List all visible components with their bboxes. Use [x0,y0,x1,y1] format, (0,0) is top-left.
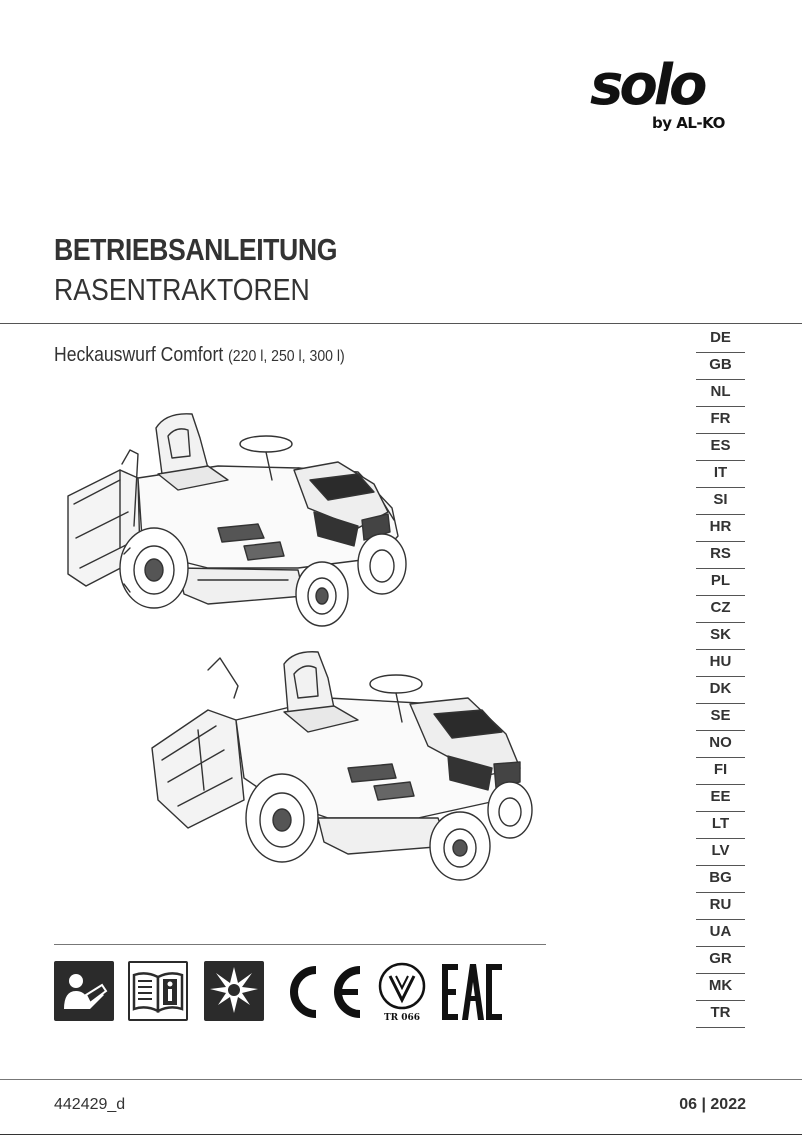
top-divider [0,323,802,324]
language-code-hu: HU [696,650,745,677]
info-book-icon [128,961,188,1021]
language-code-rs: RS [696,542,745,569]
language-code-bg: BG [696,866,745,893]
language-code-it: IT [696,461,745,488]
warning-flash-icon [204,961,264,1021]
language-code-ua: UA [696,920,745,947]
language-code-hr: HR [696,515,745,542]
bottom-border [0,1134,802,1135]
model-name: Heckauswurf Comfort [54,344,224,366]
model-subtitle [54,344,345,367]
model-variants: (220 l, 250 l, 300 l) [228,348,345,365]
language-code-se: SE [696,704,745,731]
language-code-gb: GB [696,353,745,380]
language-code-ee: EE [696,785,745,812]
language-code-lt: LT [696,812,745,839]
language-code-sk: SK [696,623,745,650]
lawn-tractor-illustration-top [58,408,418,640]
language-code-dk: DK [696,677,745,704]
read-manual-icon [54,961,114,1021]
document-subject: RASENTRAKTOREN [54,272,310,307]
language-code-de: DE [696,326,745,353]
language-code-cz: CZ [696,596,745,623]
ce-mark-icon [280,962,364,1022]
language-code-tr: TR [696,1001,745,1028]
footer-divider [0,1079,802,1080]
language-code-es: ES [696,434,745,461]
language-code-gr: GR [696,947,745,974]
document-title: BETRIEBSANLEITUNG [54,232,338,267]
language-code-no: NO [696,731,745,758]
publication-date: 06 | 2022 [679,1096,746,1113]
language-code-fi: FI [696,758,745,785]
language-code-fr: FR [696,407,745,434]
brand-name: solo [590,53,704,118]
language-code-si: SI [696,488,745,515]
language-code-ru: RU [696,893,745,920]
language-code-pl: PL [696,569,745,596]
language-list [696,326,745,1028]
tr-label: TR 066 [383,1013,421,1022]
brand-subtitle: by AL-KO [652,114,725,132]
tr-066-mark-icon [376,962,428,1022]
language-code-mk: MK [696,974,745,1001]
lawn-tractor-illustration-bottom [148,650,536,886]
language-code-lv: LV [696,839,745,866]
document-number: 442429_d [54,1096,126,1113]
eac-mark-icon [440,962,502,1022]
language-code-nl: NL [696,380,745,407]
symbols-divider [54,944,546,945]
brand-logo [590,53,750,138]
